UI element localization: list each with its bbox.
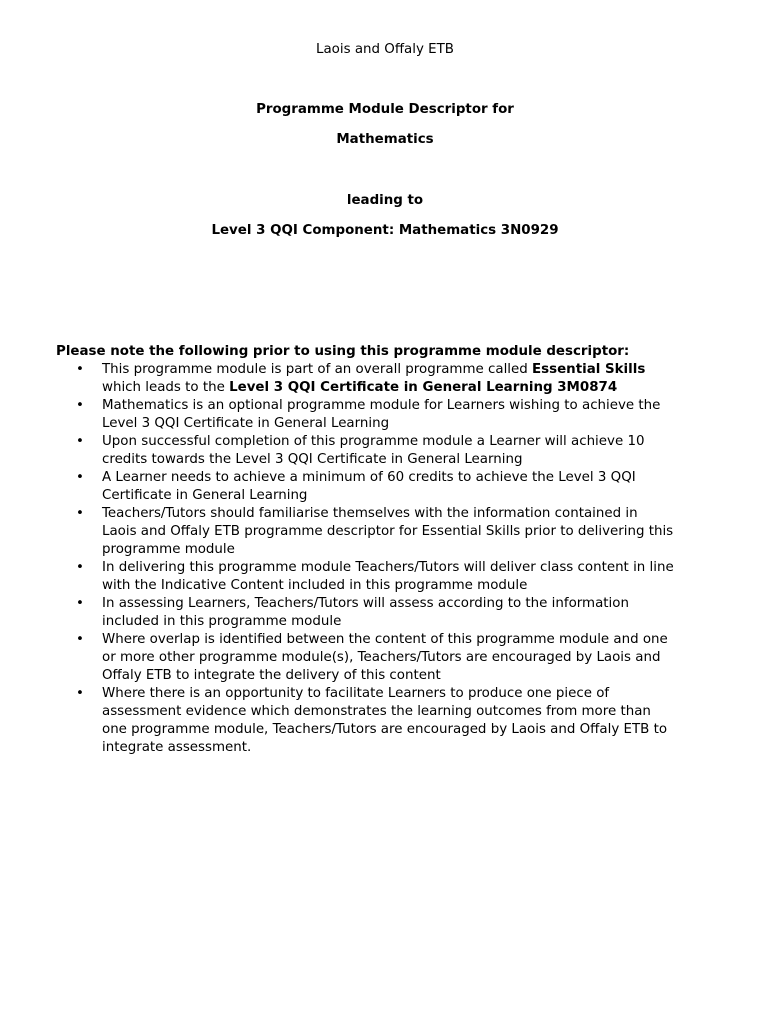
list-item-line: or more other programme module(s), Teachers/Tutors are encouraged by Laois and xyxy=(102,650,661,665)
list-item-line: integrate assessment. xyxy=(102,740,252,755)
bullet-icon: • xyxy=(76,398,84,413)
bullet-icon: • xyxy=(76,686,84,701)
list-item-line xyxy=(102,361,726,379)
notes-list xyxy=(56,361,726,757)
list-item-line: Upon successful completion of this programme module a Learner will achieve 10 xyxy=(102,434,645,449)
list-item-line: Offaly ETB to integrate the delivery of this content xyxy=(102,668,441,683)
list-item xyxy=(56,433,726,469)
list-item xyxy=(56,469,726,505)
programme-name: Essential Skills xyxy=(532,362,646,377)
bullet-icon: • xyxy=(76,470,84,485)
bullet-icon: • xyxy=(76,560,84,575)
list-item-line: included in this programme module xyxy=(102,614,342,629)
list-item-line: Where overlap is identified between the content of this programme module and one xyxy=(102,632,668,647)
list-item-line: credits towards the Level 3 QQI Certificate in General Learning xyxy=(102,452,523,467)
list-item xyxy=(56,361,726,397)
list-item xyxy=(56,559,726,595)
list-item-line: Laois and Offaly ETB programme descriptor for Essential Skills prior to delivering this xyxy=(102,524,674,539)
list-item-line xyxy=(102,379,726,397)
list-item-line: Certificate in General Learning xyxy=(102,488,308,503)
qqi-component-title: Level 3 QQI Component: Mathematics 3N0929 xyxy=(211,223,559,238)
list-item-line: assessment evidence which demonstrates the learning outcomes from more than xyxy=(102,704,651,719)
list-item-line: In delivering this programme module Teachers/Tutors will deliver class content in line xyxy=(102,560,674,575)
document-title: Programme Module Descriptor for xyxy=(256,102,514,117)
list-item-line: Level 3 QQI Certificate in General Learning xyxy=(102,416,390,431)
list-item xyxy=(56,505,726,559)
notes-heading: Please note the following prior to using this programme module descriptor: xyxy=(56,344,630,359)
bullet-icon: • xyxy=(76,506,84,521)
list-item-line: programme module xyxy=(102,542,235,557)
leading-to-label: leading to xyxy=(346,193,424,208)
bullet-icon: • xyxy=(76,632,84,647)
list-item-line: In assessing Learners, Teachers/Tutors will assess according to the information xyxy=(102,596,629,611)
list-item-line: Where there is an opportunity to facilitate Learners to produce one piece of xyxy=(102,686,610,701)
list-item-line: one programme module, Teachers/Tutors are encouraged by Laois and Offaly ETB to xyxy=(102,722,668,737)
notes-section xyxy=(56,343,726,757)
list-item xyxy=(56,631,726,685)
certificate-name: Level 3 QQI Certificate in General Learning 3M0874 xyxy=(229,380,618,395)
list-item-line: with the Indicative Content included in this programme module xyxy=(102,578,528,593)
list-item xyxy=(56,685,726,757)
bullet-icon: • xyxy=(76,434,84,449)
organisation-name: Laois and Offaly ETB xyxy=(316,42,454,57)
list-item-text: which leads to the xyxy=(102,380,230,395)
list-item-line: Teachers/Tutors should familiarise themselves with the information contained in xyxy=(102,506,638,521)
list-item-line: A Learner needs to achieve a minimum of 60 credits to achieve the Level 3 QQI xyxy=(102,470,636,485)
bullet-icon: • xyxy=(76,362,84,377)
document-subject: Mathematics xyxy=(336,132,434,147)
list-item-line: Mathematics is an optional programme module for Learners wishing to achieve the xyxy=(102,398,661,413)
list-item xyxy=(56,595,726,631)
list-item-text: This programme module is part of an overall programme called xyxy=(102,362,533,377)
list-item xyxy=(56,397,726,433)
bullet-icon: • xyxy=(76,596,84,611)
